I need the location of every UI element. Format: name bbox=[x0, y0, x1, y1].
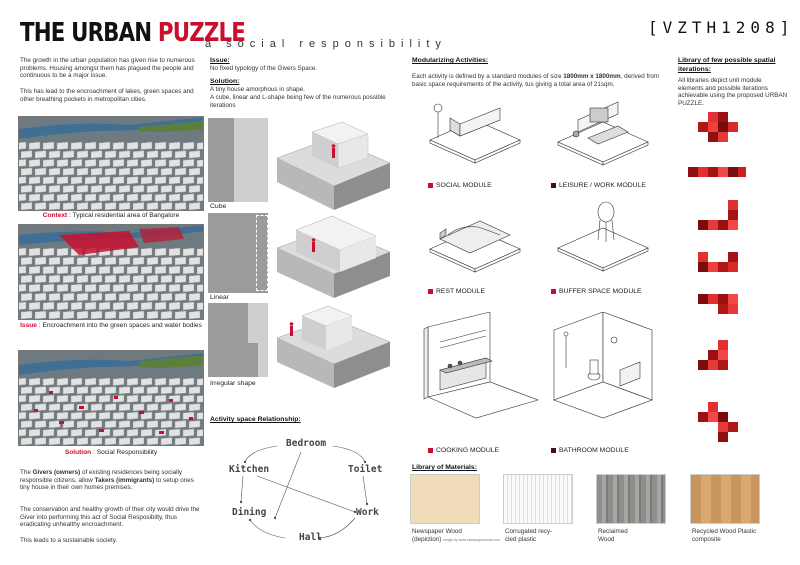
context-map bbox=[18, 116, 204, 211]
material-swatch-composite bbox=[690, 474, 760, 524]
modules-heading: Modularizing Activities: bbox=[412, 57, 489, 64]
module-label-buffer: BUFFER SPACE MODULE bbox=[551, 288, 642, 295]
iterations-library bbox=[680, 112, 750, 447]
materials-heading: Library of Materials: bbox=[412, 464, 477, 471]
material-label-composite: Recycled Wood Plastic composite bbox=[692, 528, 757, 543]
bathroom-module-drawing bbox=[548, 312, 658, 422]
intro-text-1: The growth in the urban population has given rise to numerous problems. Housing amongst them has plagued the people and continuous to be a major issue. bbox=[20, 57, 195, 80]
library-text: All libraries depict unit module elements and possible iterations achievable using the proposed URBAN PUZZLE. bbox=[678, 77, 788, 107]
context-caption: Context : Typical residential area of Bangalore bbox=[42, 212, 180, 219]
intro-text-2: This has lead to the encroachment of lakes, green spaces and other breathing pockets in metropolitan cities. bbox=[20, 88, 194, 103]
shape-label-linear: Linear bbox=[210, 294, 229, 301]
project-code: [VZTH1208] bbox=[648, 18, 795, 37]
title-text: THE URBAN bbox=[20, 18, 158, 48]
social-module-drawing bbox=[420, 100, 530, 175]
cooking-module-drawing bbox=[420, 312, 545, 422]
linear-3d bbox=[272, 210, 394, 302]
cube-3d bbox=[272, 118, 394, 213]
solution-heading: Solution: bbox=[210, 78, 240, 85]
library-heading: Library of few possible spatial iterations: bbox=[678, 57, 776, 73]
node-kitchen: Kitchen bbox=[229, 464, 270, 475]
outro-text-1: The Givers (owners) of existing residences being socially responsible citizens, allow Takers (immigrants) to setup ones tiny house in their own homes premises. bbox=[20, 469, 194, 492]
node-dining: Dining bbox=[232, 507, 267, 518]
outro-text-2: The conservation and healthy growth of their city would drive the Giver into performing this act of Social Resposibilty, thus eradicating unhealthy encroachment. bbox=[20, 506, 200, 529]
irregular-plan bbox=[208, 303, 268, 377]
modules-text: Each activity is defined by a standard modules of size 1800mm x 1800mm, derived from basic space requirements of the activity, tus giving a total area of 21sqm. bbox=[412, 73, 660, 88]
outro-text-3: This leads to a sustainable society. bbox=[20, 537, 118, 544]
issue-heading: Issue: bbox=[210, 57, 230, 64]
linear-plan bbox=[208, 213, 268, 293]
issue-map bbox=[18, 224, 204, 320]
issue-text: No fixed typology of the Givers Space. bbox=[210, 65, 318, 72]
module-label-social: SOCIAL MODULE bbox=[428, 182, 492, 189]
buffer-module-drawing bbox=[548, 198, 658, 283]
page-subtitle: a social responsibility bbox=[205, 38, 447, 50]
issue-caption: Issue : Encroachment into the green spaces and water bodies bbox=[20, 322, 202, 329]
material-label-newspaper: Newspaper Wood (depiction) Image by www.newspaperwood.com bbox=[412, 528, 500, 543]
node-bedroom: Bedroom bbox=[286, 438, 327, 449]
module-label-bathroom: BATHROOM MODULE bbox=[551, 447, 629, 454]
solution-text-2: A cube, linear and L-shape being few of the numerous possible iterations bbox=[210, 94, 386, 109]
material-label-reclaimed: Reclaimed Wood bbox=[598, 528, 628, 543]
module-label-rest: REST MODULE bbox=[428, 288, 485, 295]
module-label-leisure: LEISURE / WORK MODULE bbox=[551, 182, 646, 189]
shape-label-cube: Cube bbox=[210, 203, 227, 210]
material-swatch-newspaper bbox=[410, 474, 480, 524]
material-label-plastic: Corrugated recy- cled plastic bbox=[505, 528, 553, 543]
node-hall: Hall bbox=[299, 532, 322, 543]
material-swatch-plastic bbox=[503, 474, 573, 524]
shape-label-irregular: Irregular shape bbox=[210, 380, 256, 387]
irregular-3d bbox=[272, 300, 394, 392]
node-toilet: Toilet bbox=[348, 464, 383, 475]
cube-plan bbox=[208, 118, 268, 202]
rest-module-drawing bbox=[420, 205, 530, 283]
solution-map bbox=[18, 350, 204, 446]
material-swatch-reclaimed bbox=[596, 474, 666, 524]
module-label-cooking: COOKING MODULE bbox=[428, 447, 499, 454]
title-highlight: PUZZLE bbox=[157, 18, 246, 48]
leisure-module-drawing bbox=[548, 98, 658, 176]
solution-text-1: A tiny house amorphous in shape. bbox=[210, 86, 305, 93]
node-work: Work bbox=[356, 507, 379, 518]
relation-heading: Activity space Relationship: bbox=[210, 416, 301, 423]
solution-caption: Solution : Social Responsibility bbox=[64, 449, 158, 456]
